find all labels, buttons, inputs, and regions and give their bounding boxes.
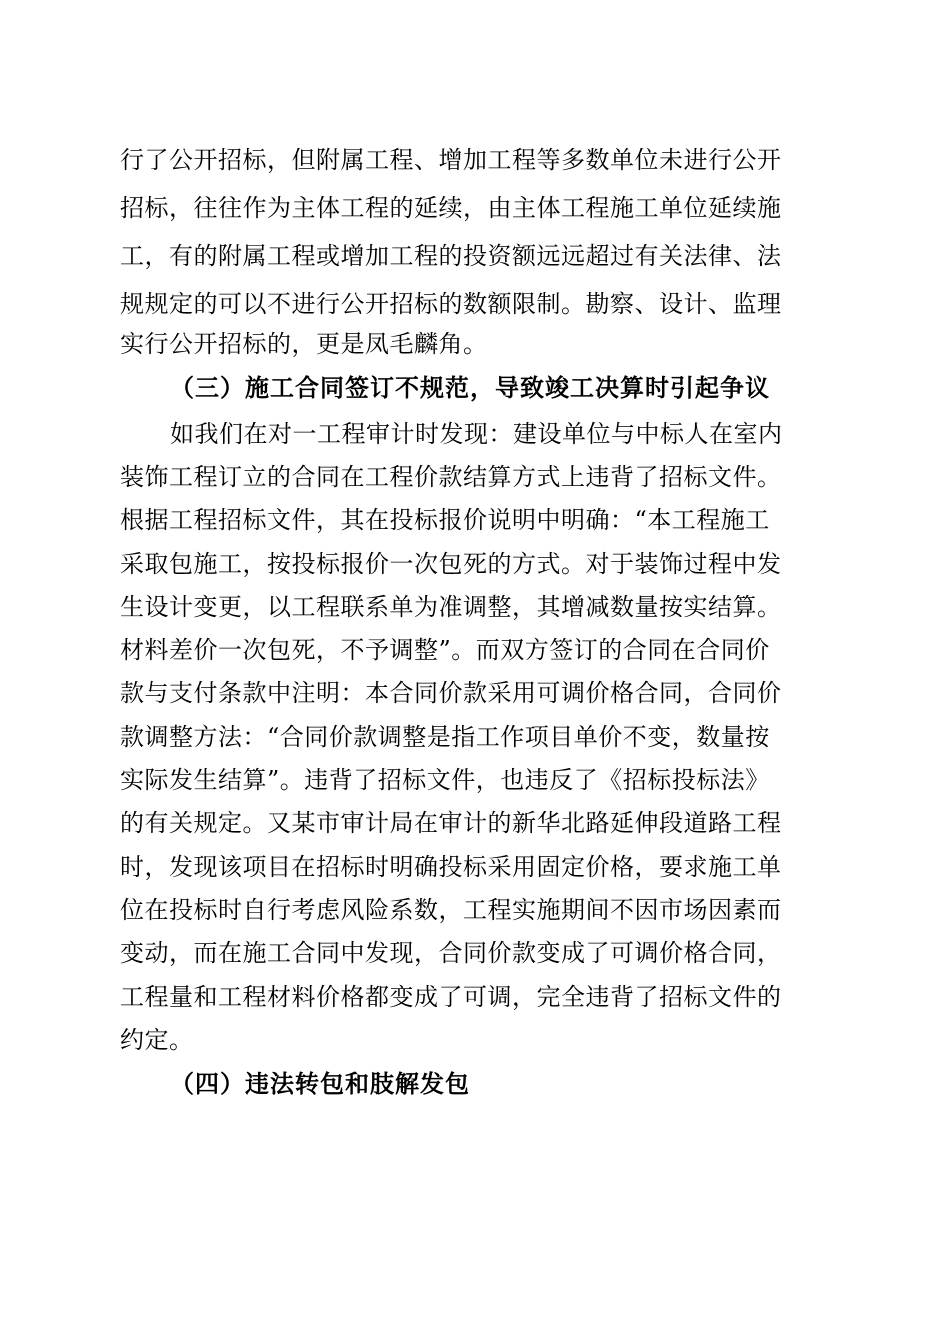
paragraph-line: 位在投标时自行考虑风险系数，工程实施期间不因市场因素而 (120, 896, 782, 924)
paragraph-line: 款调整方法：“合同价款调整是指工作项目单价不变，数量按 (120, 723, 770, 751)
paragraph-line: 实行公开招标的，更是凤毛麟角。 (120, 330, 488, 358)
paragraph-line: 根据工程招标文件，其在投标报价说明中明确：“本工程施工 (120, 506, 770, 534)
paragraph-line: 生设计变更，以工程联系单为准调整，其增减数量按实结算。 (120, 593, 782, 621)
paragraph-line: 变动，而在施工合同中发现，合同价款变成了可调价格合同， (120, 939, 782, 967)
paragraph-line: 招标，往往作为主体工程的延续，由主体工程施工单位延续施 (120, 194, 782, 222)
paragraph-line: 款与支付条款中注明：本合同价款采用可调价格合同，合同价 (120, 679, 782, 707)
section-heading-3: （三）施工合同签订不规范，导致竣工决算时引起争议 (170, 373, 770, 402)
paragraph-line: 时，发现该项目在招标时明确投标采用固定价格，要求施工单 (120, 853, 782, 881)
paragraph-line: 行了公开招标，但附属工程、增加工程等多数单位未进行公开 (120, 146, 782, 174)
paragraph-line: 规规定的可以不进行公开招标的数额限制。勘察、设计、监理 (120, 290, 782, 318)
paragraph-line: 工，有的附属工程或增加工程的投资额远远超过有关法律、法 (120, 242, 782, 270)
paragraph-line: 如我们在对一工程审计时发现：建设单位与中标人在室内 (170, 420, 783, 448)
paragraph-line: 实际发生结算”。违背了招标文件，也违反了《招标投标法》 (120, 766, 770, 794)
paragraph-line: 的有关规定。又某市审计局在审计的新华北路延伸段道路工程 (120, 809, 782, 837)
paragraph-line: 装饰工程订立的合同在工程价款结算方式上违背了招标文件。 (120, 463, 782, 491)
paragraph-line: 材料差价一次包死，不予调整”。而双方签订的合同在合同价 (120, 636, 770, 664)
section-heading-4: （四）违法转包和肢解发包 (170, 1069, 470, 1098)
paragraph-line: 约定。 (120, 1026, 194, 1054)
paragraph-line: 工程量和工程材料价格都变成了可调，完全违背了招标文件的 (120, 983, 782, 1011)
paragraph-line: 采取包施工，按投标报价一次包死的方式。对于装饰过程中发 (120, 550, 782, 578)
